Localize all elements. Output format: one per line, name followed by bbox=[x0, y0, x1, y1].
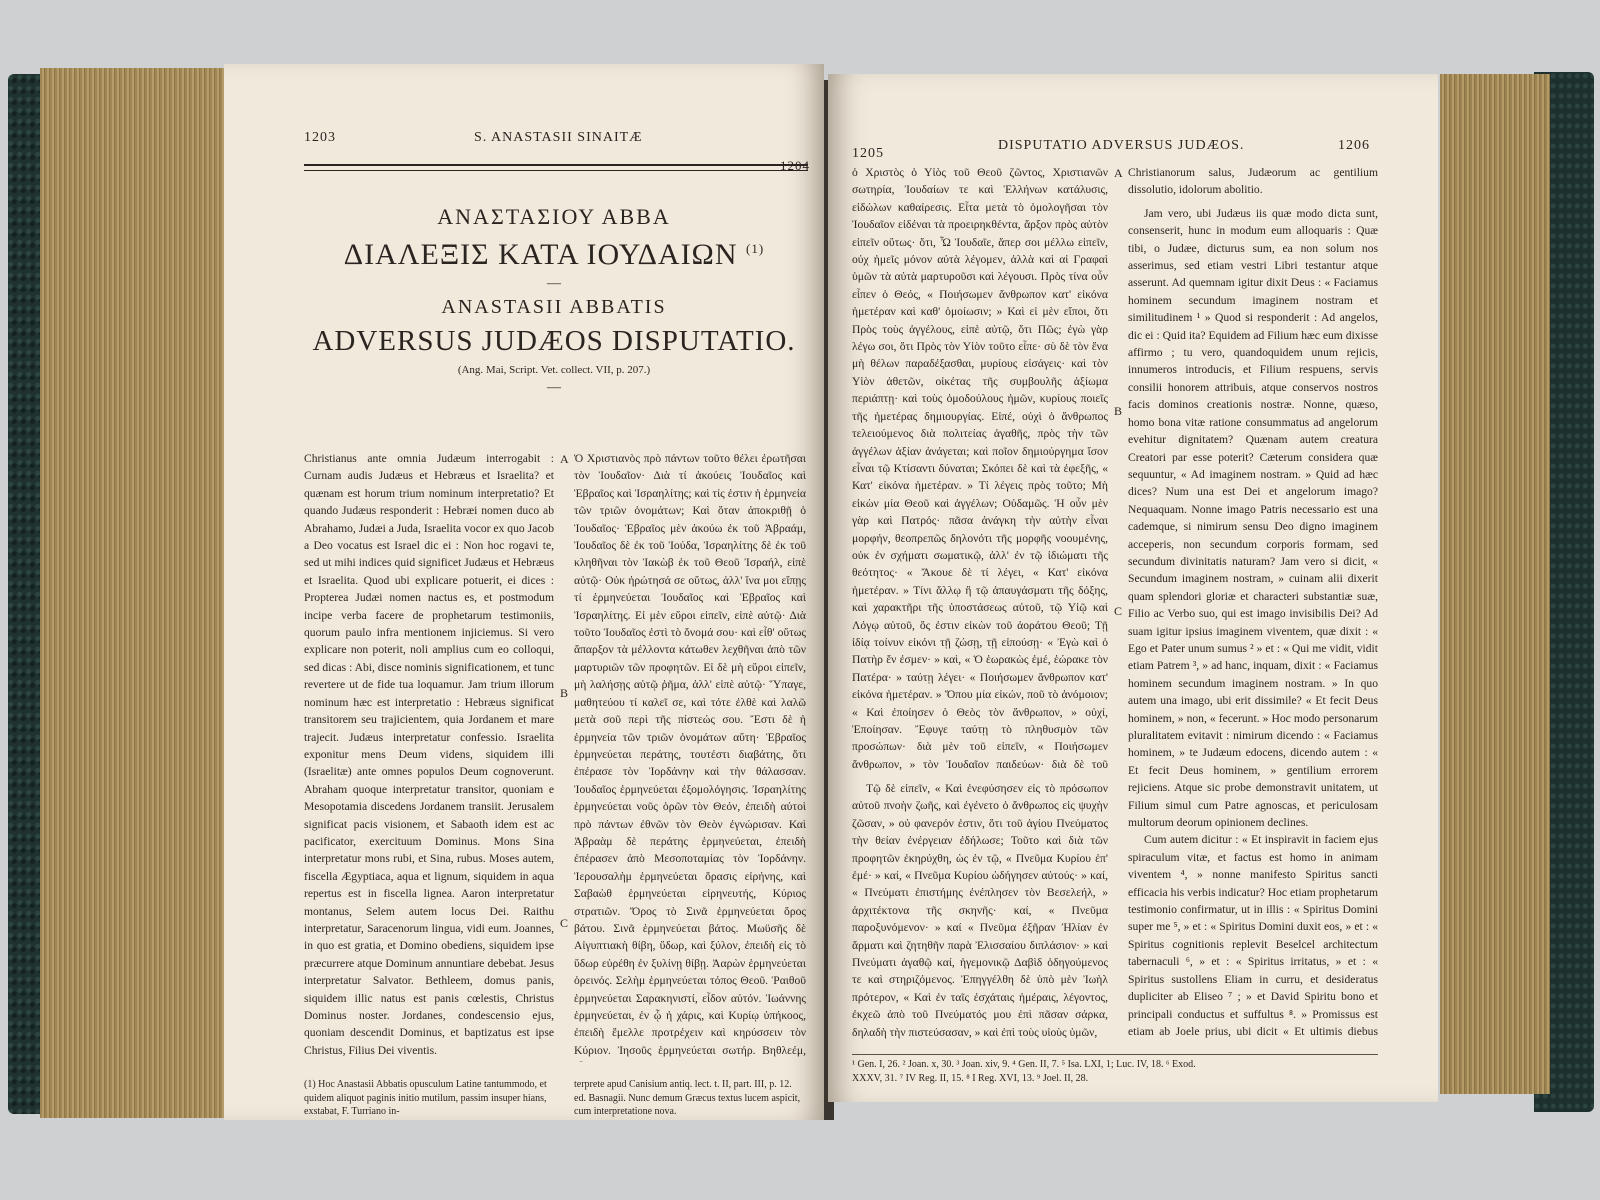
greek-paragraph-1: ὁ Χριστὸς ὁ Υἱὸς τοῦ Θεοῦ ζῶντος, Χριστιανῶν σωτηρία, Ἰουδαίων τε καὶ Ἑλλήνων κατάλυσις, εἰδώλων καθαίρεσις. Εἶτα μετὰ τὸ ὁμολογῆσαι τὸν Ἰουδαῖον εἰδέναι τὰ προειρηκθέντα, ἄρξον πρὸς αὐτὸν εἰπεῖν οὕτως· ὅτι, Ὦ Ἰουδαῖε, ἅπερ σοι μέλλω εἰπεῖν, οὐχ ἡμεῖς μόνον αὐτὰ λέγομεν, ἀλλὰ καὶ αἱ Γραφαὶ ὑμῶν τὰ αὐτὰ μαρτυροῦσι καὶ λέγουσι. Πρὸς τίνα οὖν εἶπεν ὁ Θεός, « Ποιήσωμεν ἄνθρωπον κατ' εἰκόνα ἡμετέραν καὶ καθ' ὁμοίωσιν; » Καὶ εἰ μὲν εἴποι, ὅτι Πρὸς τοὺς ἀγγέλους, εἰπὲ αὐτῷ, ὅτι Πῶς; ἐγὼ γὰρ λέγω σοι, ὅτι Πρὸς τὸν Υἱὸν τοῦτο εἶπε· σὺ δὲ τὸν ἕνα μὴ θέλων παραδέξασθαι, μυρίους εἰσάγεις· καὶ τὸν Υἱὸν ἀθετῶν, οἰκέτας τῆς συμβουλῆς ἀξίωμα περιάπτῃ· καὶ τοὺς ὁμοδούλους ἡμῶν, κυρίους ποιεῖς τῆς ἡμετέρας δημιουργίας. Εἰπέ, οὐχὶ ὁ ἄνθρωπος τελειούμενος διὰ πολιτείας ἀγαθῆς, πρὸς τὴν τῶν ἀγγέλων ἀξίαν ἀνάγεται; καὶ ποῖον δημιούργημα ἴσον εἶναι τῷ Κτίσαντι δύναται; Σκόπει δὲ καὶ τὰ ἐφεξῆς, « Κατ' εἰκόνα ἡμετέραν. » Τί λέγεις πρὸς τοῦτο; Μὴ εἰκὼν μία Θεοῦ καὶ ἀγγέλων; Οὐδαμῶς. Ἡ οὖν μὲν γὰρ καὶ Πατρός· πᾶσα ἀνάγκη τὴν αὐτὴν εἶναι μορφήν, θεοπρεπῶς δηλονότι τῆς μορφῆς νοουμένης, οὐκ ἐν σχήματι σωματικῷ, ἀλλ' ἐν τῷ ἰδιώματι τῆς θεότητος· « Ἄκουε δὲ τί λέγει, « Κατ' εἰκόνα ἡμετέραν. » Τίνι ἄλλῳ ἢ τῷ ἀπαυγάσματι τῆς δόξης, καὶ χαρακτῆρι τῆς ὑποστάσεως αὐτοῦ, τῷ Υἱῷ καὶ Λόγῳ αὐτοῦ, ὅς ἐστιν εἰκὼν τοῦ ἀοράτου Θεοῦ; Τῇ ἰδίᾳ τοίνυν εἰκόνι τῇ ζώσῃ, τῇ εἰπούσῃ· « Ἐγὼ καὶ ὁ Πατὴρ ἕν ἐσμεν· » καὶ, « Ὁ ἑωρακὼς ἐμέ, ἑώρακε τὸν Πατέρα· » ταύτῃ λέγει· « Ποιήσωμεν ἄνθρωπον κατ' εἰκόνα ἡμετέραν. » Ὅπου μία εἰκών, ποῦ τὸ ἀνόμοιον; « Καὶ ἐποίησεν ὁ Θεὸς τὸν ἄνθρωπον, » οὐχί, Ἐποίησαν. Ἔφυγε ταύτῃ τὸ πληθυσμὸν τῶν προσώπων· διὰ μὲν τοῦ εἰπεῖν, « Ποιήσωμεν ἄνθρωπον, » τὸν Ἰουδαῖον παιδεύων· διὰ δὲ τοῦ bbox=[852, 166, 1108, 770]
section-marker-c: C bbox=[560, 916, 569, 930]
title-note-ref: (1) bbox=[746, 241, 765, 256]
header-rule-thin bbox=[304, 170, 808, 171]
greek-paragraph: Ὁ Χριστιανὸς πρὸ πάντων τοῦτο θέλει ἐρωτῆσαι τὸν Ἰουδαῖον· Διὰ τί ἀκούεις Ἰουδαῖος καὶ Ἑβραῖος καὶ Ἰσραηλίτης; καὶ τίς ἐστιν ἡ ἑρμηνεία τῶν τριῶν ὀνομάτων; Καὶ ὅταν ἀποκριθῇ ὁ Ἰουδαῖος· Ἑβραῖος μὲν ἀκούω ἐκ τοῦ Ἀβραάμ, Ἰουδαῖος δὲ ἐκ τοῦ Ἰούδα, Ἰσραηλίτης δὲ ἐκ τοῦ κληθῆναι τὸν Ἰακὼβ ἐκ τοῦ Θεοῦ Ἰσραήλ, εἰπὲ αὐτῷ· Οὐκ ἠρώτησά σε οὕτως, ἀλλ' ἵνα μοι εἴπῃς τί ἑρμηνεύεται Ἰουδαῖος καὶ Ἑβραῖος καὶ Ἰσραηλίτης. Εἰ μὲν εὕροι εἰπεῖν, εἰπὲ αὐτῷ· Διὰ τοῦτο Ἰουδαῖος ἐστὶ τὸ ὄνομά σου· καὶ εἶθ' οὕτως ἄπαρξον τὰ μέλλοντα κάτωθεν λεχθῆναι ἀπὸ τῶν μαρτυριῶν τῶν προφητῶν. Εἰ δὲ μὴ εὕροι εἰπεῖν, μὴ λαλήσῃς αὐτῷ ῥῆμα, ἀλλ' εἰπὲ αὐτῷ· Ὕπαγε, μαθητεύου τί καλεῖ σε, καὶ τότε ἐλθὲ καὶ λαλῶ μετὰ σοῦ περὶ τῆς πίστεώς σου. Ἔστι δὲ ἡ ἑρμηνεία τῶν τριῶν ὀνομάτων αὕτη· Ἑβραῖος ἑρμηνεύεται περάτης, τουτέστι διαβάτης, ὅτι ἐπέρασε τὸν Ἰορδάνην καὶ τὴν θάλασσαν. Ἰουδαῖος ἑρμηνεύεται ἐξομολόγησις. Ἰσραηλίτης ἑρμηνεύεται νοῦς ὁρῶν τὸν Θεόν, ἐπειδὴ αὐτοὶ πρὸ πάντων ἐθνῶν τὸν Θεὸν ἐγνώρισαν. Καὶ Ἀβραὰμ δὲ περάτης ἑρμηνεύεται, ἐπειδὴ ἐπέρασεν ἀπὸ Μεσοποταμίας τὸν Ἰορδάνην. Ἱερουσαλὴμ ἑρμηνεύεται ὅρασις εἰρήνης, καὶ Σαβαὼθ ἑρμηνεύεται εἰρηνευτής, Κύριος στρατιῶν. Ὄρος τὸ Σινᾶ ἑρμηνεύεται ὄρος βάτου. Σινᾶ ἑρμηνεύεται βάτος. Μωϋσῆς δὲ Αἰγυπτιακὴ θίβη, ὕδωρ, καὶ ξύλον, ἐπειδὴ εἰς τὸ ὕδωρ εὑρέθη ἐν ξυλίνῃ θίβῃ. Ἀαρὼν ἑρμηνεύεται ὀρεινός. Σελὴμ ἑρμηνεύεται τόπος Θεοῦ. Ῥαιθοῦ ἑρμηνεύεται Σαρακηνιστί, εἶδον αὐτόν. Ἰωάννης ἑρμηνεύεται, ἐν ᾧ ἡ χάρις, καὶ Κυρίῳ ὑπήκοος, ἐπειδὴ ἔμελλε προτρέχειν καὶ κηρύσσειν τὸν Κύριον. Ἰησοῦς ἑρμηνεύεται σωτήρ. Βηθλεέμ, bbox=[574, 452, 806, 1057]
footnote-left-column: (1) Hoc Anastasii Abbatis opusculum Latine tantummodo, et quidem aliquot paginis initio mutilum, passim insuper hians, exstabat, F. Turriano in- bbox=[304, 1079, 547, 1117]
section-marker-a-right: A bbox=[1114, 166, 1123, 180]
left-page bbox=[224, 64, 824, 1120]
right-running-head: DISPUTATIO ADVERSUS JUDÆOS. bbox=[998, 138, 1245, 153]
footnotes-line-2: XXXV, 31. ⁷ IV Reg. II, 15. ⁸ I Reg. XVI, 13. ⁹ Joel. II, 28. bbox=[852, 1073, 1089, 1084]
latin-paragraph-3: Cum autem dicitur : « Et inspiravit in faciem ejus spiraculum vitæ, et factus est homo in animam viventem ⁴, » nonne manifesto Spiritus sancti efficacia his verbis indicatur? Hoc etiam prophetarum testimonio confirmatur, ut in illis : « Spiritus Domini super me ⁵, » et : « Spiritus Domini duxit eos, » et : « Spiritus cognitionis replevit Beselcel architectum tabernaculi ⁶, » et : « Spiritus irritatus, » et : « Spiritus sustollens Eliam in curru, et desideratus dupliciter ab Eliseo ⁷ ; » et David Spiritu bono et principali conductus et suffultus ⁸. » Promissus est etiam ab Joele prius, ubi dicit « Et ultimis diebus bbox=[1128, 833, 1378, 1038]
footnotes-line-1: ¹ Gen. I, 26. ² Joan. x, 30. ³ Joan. xiv, 9. ⁴ Gen. II, 7. ⁵ Isa. LXI, 1; Luc. IV, 18. ⁶ Exod. bbox=[852, 1059, 1196, 1070]
citation-dash: — bbox=[547, 380, 561, 395]
section-marker-c-right: C bbox=[1114, 604, 1123, 618]
section-marker-a: A bbox=[560, 452, 569, 466]
latin-paragraph-1: Christianorum salus, Judæorum ac gentilium dissolutio, idolorum abolitio. bbox=[1128, 166, 1378, 197]
right-page-edges bbox=[1440, 74, 1550, 1094]
greek-column-top bbox=[852, 164, 1108, 770]
left-column-number: 1204 bbox=[780, 158, 810, 173]
latin-work-title: ADVERSUS JUDÆOS DISPUTATIO. bbox=[312, 325, 796, 357]
title-dash: — bbox=[547, 276, 561, 291]
greek-author-title: ΑΝΑΣΤΑΣΙΟΥ ΑΒΒΑ bbox=[437, 204, 671, 229]
left-running-head: S. ANASTASII SINAITÆ bbox=[474, 130, 643, 145]
greek-paragraph-2: Τῷ δὲ εἰπεῖν, « Καὶ ἐνεφύσησεν εἰς τὸ πρόσωπον αὐτοῦ πνοὴν ζωῆς, καὶ ἐγένετο ὁ ἄνθρωπος εἰς ψυχὴν ζῶσαν, » οὐ φανερόν ἐστιν, ὅτι τοῦ ἁγίου Πνεύματος τὴν θείαν ἐνέργειαν ἐδήλωσε; Τοῦτο καὶ διὰ τῶν προφητῶν ἐκηρύχθη, ὡς ἐν τῷ, « Πνεῦμα Κυρίου ἐπ' ἐμέ· » καί, « Πνεῦμα Κυρίου ὡδήγησεν αὐτούς· » καί, « Πνεύματι ἐπιστήμης ἐνέπλησεν τὸν Βεσελεήλ, » ἀρχιτέκτονα τῆς σκηνῆς· καί, « Πνεῦμα παροξυνόμενον· » καί « Πνεῦμα ἐξῆραν Ἠλίαν ἐν ἅρματι καὶ ζητηθῆν παρὰ Ἐλισσαίου διπλάσιον· » καὶ Πνεύματι ἀγαθῷ καί, ἡγεμονικῷ Δαβὶδ ὁδηγούμενος τε καὶ στηριζόμενος. Ἐπηγγέλθη δὲ ὑπὸ μὲν Ἰωὴλ πρότερον, « Καὶ ἐν ταῖς ἐσχάταις ἡμέραις, λέγοντος, ἐκχεῶ ἀπὸ τοῦ Πνεύματός μου ἐπὶ πᾶσαν σάρκα, δηλαδὴ τὴν πιστεύσασαν, » καὶ ἐπὶ τοὺς υἱοὺς ὑμῶν, bbox=[852, 782, 1108, 1039]
footnote-rule bbox=[852, 1054, 1378, 1055]
latin-paragraph-2: Jam vero, ubi Judæus iis quæ modo dicta sunt, consenserit, hunc in modum eum alloquaris : Quæ tibi, o Judæe, dicturus sum, ea non solum nos asserimus, sed etiam vestri Libri testantur atque asserunt. Ad quemnam igitur dixit Deus : « Faciamus hominem secundum imaginem nostram et similitudinem ¹ » Quod si responderit : Ad angelos, dic ei : Quid ita? Equidem ad Filium hæc eum dixisse affirmo ; tu vero, quandoquidem unum rejicis, innumeros introducis, et Filium respuens, servis consilii honorem attribuis, atque conservos nostros facis dominos creationis nostræ. Nonne, quæso, homo bona vitæ ratione consummatus ad angelorum evehitur dignitatem? Quænam autem creatura Creatori par esse poterit? Cæterum considera quæ sequuntur, « Ad imaginem nostram. » Quid ad hæc dices? Num una est Dei et angelorum imago? Nequaquam. Nonne imago Patris necessario est una cademque, si nimirum sensu Deo digno imaginem acceperis, non secundum corporis formam, sed secundum divinitatis naturam? Jam vero si dicit, « Secundum imaginem nostram, » cuinam alii dixerit quam splendori gloriæ et characteri substantiæ suæ, Filio ac Verbo suo, qui est imago invisibilis Dei? Ad suam igitur ipsius imaginem viventem, quæ dixit : « Ego et Pater unum sumus ² » et : « Qui me vidit, vidit etiam Patrem ³, » ad hanc, inquam, dixit : « Faciamus hominem secundum imaginem nostram. » In quo autem una imago, ubi erit dissimile? « Et fecit Deus hominem, » non, « fecerunt. » Hoc modo personarum pluralitatem evitavit : nimirum dicendo : « Faciamus hominem, » te Judæum edocens, dicendo autem : « Et fecit Deus hominem, » gentilium errorem rejiciens. Atque sic probe demonstravit unitatem, ut Filium simul cum Patre agnoscas, et periculosam multorum deorum opinionem declines. bbox=[1128, 206, 1378, 830]
latin-column-right bbox=[1128, 164, 1378, 1044]
citation: (Ang. Mai, Script. Vet. collect. VII, p. 207.) bbox=[457, 364, 651, 376]
footnote-right-column: terprete apud Canisium antiq. lect. t. II, part. III, p. 12. ed. Basnagii. Nunc demum Græcus textus lucem aspicit, cum interpretatione nova. bbox=[574, 1079, 801, 1117]
latin-author-title: ANASTASII ABBATIS bbox=[441, 296, 667, 318]
right-page bbox=[828, 74, 1438, 1102]
left-page-edges bbox=[40, 68, 232, 1118]
greek-column-bottom bbox=[852, 780, 1108, 1044]
greek-work-title bbox=[304, 238, 804, 272]
section-marker-b-right: B bbox=[1114, 404, 1123, 418]
latin-column bbox=[304, 450, 554, 1062]
right-column-number: 1205 bbox=[852, 146, 884, 161]
left-page-number: 1203 bbox=[304, 130, 336, 145]
greek-column bbox=[574, 450, 806, 1062]
greek-work-title-text: ΔΙΑΛΕΞΙΣ ΚΑΤΑ ΙΟΥΔΑΙΩΝ bbox=[343, 238, 738, 271]
latin-paragraph: Christianus ante omnia Judæum interrogabit : Curnam audis Judæus et Hebræus et Israelita? et quænam est horum trium nominum interpretatio? Et quando Judæus responderit : Hebræi nomen duco ab Abrahamo, Judæi a Juda, Israelita vocor ex quo Jacob a Deo vocatus est Israel dic ei : Non hoc rogavi te, sed ut mihi indices quid significet Judæus et Hebræus et Israelita. Quod ubi explicare potuerit, ei dices : Propterea Judæi nomen nactus es, et postmodum incipe verba facere de prophetarum testimoniis, quorum paulo infra mentionem injiciemus. Si vero explicare non poterit, noli amplius cum eo colloqui, sed dicas : Abi, disce nominis significationem, et tunc revertere ut de fide tua loquamur. Jam trium illorum nominum hæc est interpretatio : Hebræus significat transitorem seu trajicientem, quia Jordanem et mare trajecit. Judæus interpretatur confessio. Israelita exponitur mens Deum videns, siquidem illi (Israelitæ) ante omnes populos Deum cognoverunt. Abraham quoque interpretatur transitor, quoniam e Mesopotamia discedens Jordanem transiit. Jerusalem significat pacis visionem, et Sabaoth idem est ac pacificator, exercituum Dominus. Mons Sina interpretatur mons rubi, et Sina, rubus. Moses autem, fiscella Ægyptiaca, aqua et lignum, siquidem in aqua repertus est in fiscella lignea. Aaron interpretatur montanus, Selem autem locus Dei. Raithu interpretatur, Saracenorum lingua, vidi eum. Joannes, in quo est gratia, et Domino obediens, siquidem ipse præcurrere atque Dominum annuntiare debebat. Jesus interpretatur Salvator. Bethleem, domus panis, siquidem illic natus est panis cœlestis, Christus Dominus noster. Jordanes, condescensio ejus, quoniam descendit Dominus, et baptizatus est ipse Christus, Filius Dei viventis. bbox=[304, 452, 554, 1057]
header-rule bbox=[304, 164, 808, 166]
open-book bbox=[8, 60, 1594, 1120]
right-page-number: 1206 bbox=[1338, 138, 1370, 153]
title-block bbox=[304, 204, 804, 400]
section-marker-b: B bbox=[560, 686, 569, 700]
